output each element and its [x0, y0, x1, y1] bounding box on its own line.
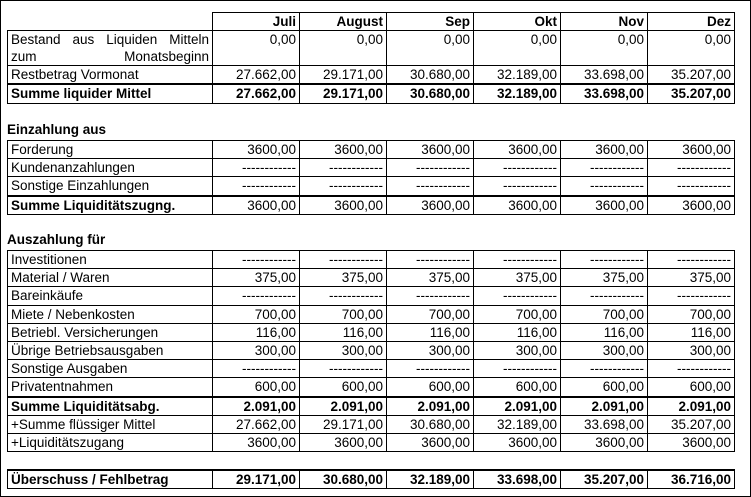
liquidity-table-top — [7, 12, 735, 104]
table-row — [8, 415, 735, 433]
cell-value: 600,00 — [300, 378, 387, 397]
cell-value: 0,00 — [474, 31, 561, 66]
cell-value: 2.091,00 — [561, 397, 648, 416]
cell-value: 375,00 — [387, 269, 474, 287]
row-label: Material / Waren — [8, 269, 213, 287]
section-title-einzahlung: Einzahlung aus — [7, 122, 107, 137]
cell-value: 375,00 — [474, 269, 561, 287]
cell-value: 600,00 — [387, 378, 474, 397]
sum-row — [8, 397, 735, 416]
cell-value: 3600,00 — [561, 433, 648, 451]
cell-value: ------------ — [387, 251, 474, 269]
cell-value: ------------ — [561, 287, 648, 305]
cell-value: 30.680,00 — [300, 470, 387, 489]
cell-value: 3600,00 — [648, 433, 735, 451]
table-row — [8, 159, 735, 177]
cell-value: 116,00 — [213, 323, 300, 341]
month-header: Dez — [648, 13, 735, 31]
cell-value: 116,00 — [561, 323, 648, 341]
row-label: Privatentnahmen — [8, 378, 213, 397]
cell-value: ------------ — [387, 287, 474, 305]
ueberschuss-table — [7, 469, 735, 489]
cell-value: ------------ — [474, 287, 561, 305]
cell-value: 35.207,00 — [648, 415, 735, 433]
row-label: Summe Liquiditätsabg. — [8, 397, 213, 416]
cell-value: 600,00 — [474, 378, 561, 397]
cell-value: ------------ — [213, 251, 300, 269]
cell-value: ------------ — [648, 159, 735, 177]
cell-value: 32.189,00 — [474, 415, 561, 433]
table-row — [8, 287, 735, 305]
month-header: Juli — [213, 13, 300, 31]
cell-value: ------------ — [300, 177, 387, 196]
cell-value: 27.662,00 — [213, 415, 300, 433]
cell-value: ------------ — [561, 159, 648, 177]
cell-value: 0,00 — [300, 31, 387, 66]
cell-value: 2.091,00 — [474, 397, 561, 416]
cell-value: 3600,00 — [474, 433, 561, 451]
result-row — [8, 470, 735, 489]
cell-value: 375,00 — [213, 269, 300, 287]
cell-value: 0,00 — [648, 31, 735, 66]
row-label: +Liquiditätszugang — [8, 433, 213, 451]
cell-value: ------------ — [561, 251, 648, 269]
cell-value: 3600,00 — [648, 141, 735, 159]
cell-value: 300,00 — [648, 341, 735, 359]
cell-value: 3600,00 — [213, 196, 300, 215]
cell-value: 300,00 — [561, 341, 648, 359]
month-header: Nov — [561, 13, 648, 31]
cell-value: ------------ — [648, 251, 735, 269]
month-header: Sep — [387, 13, 474, 31]
cell-value: ------------ — [213, 287, 300, 305]
cell-value: 33.698,00 — [561, 66, 648, 85]
cell-value: ------------ — [213, 159, 300, 177]
table-row — [8, 305, 735, 323]
cell-value: 29.171,00 — [300, 66, 387, 85]
cell-value: 300,00 — [387, 341, 474, 359]
cell-value: 600,00 — [648, 378, 735, 397]
cell-value: ------------ — [474, 159, 561, 177]
cell-value: 700,00 — [648, 305, 735, 323]
table-row — [8, 378, 735, 397]
cell-value: 700,00 — [474, 305, 561, 323]
row-label: Summe liquider Mittel — [8, 84, 213, 103]
cell-value: ------------ — [561, 177, 648, 196]
cell-value: 300,00 — [213, 341, 300, 359]
cell-value: 3600,00 — [300, 433, 387, 451]
cell-value: 32.189,00 — [474, 84, 561, 103]
auszahlung-table — [7, 250, 735, 452]
cell-value: ------------ — [300, 159, 387, 177]
table-row — [8, 323, 735, 341]
cell-value: ------------ — [387, 159, 474, 177]
cell-value: 700,00 — [561, 305, 648, 323]
cell-value: 30.680,00 — [387, 66, 474, 85]
cell-value: 36.716,00 — [648, 470, 735, 489]
table-row — [8, 341, 735, 359]
cell-value: 35.207,00 — [648, 66, 735, 85]
row-label: Restbetrag Vormonat — [8, 66, 213, 85]
cell-value: 33.698,00 — [561, 84, 648, 103]
cell-value: 3600,00 — [648, 196, 735, 215]
cell-value: 3600,00 — [474, 141, 561, 159]
cell-value: 375,00 — [648, 269, 735, 287]
cell-value: ------------ — [474, 360, 561, 378]
table-row — [8, 360, 735, 378]
table-row — [8, 251, 735, 269]
cell-value: 30.680,00 — [387, 415, 474, 433]
cell-value: 116,00 — [387, 323, 474, 341]
cell-value: 35.207,00 — [648, 84, 735, 103]
table-row — [8, 66, 735, 85]
sum-row — [8, 196, 735, 215]
cell-value: 3600,00 — [387, 196, 474, 215]
cell-value: 116,00 — [300, 323, 387, 341]
cell-value: 0,00 — [213, 31, 300, 66]
cell-value: 29.171,00 — [300, 415, 387, 433]
cell-value: 700,00 — [213, 305, 300, 323]
row-label: Summe Liquiditätszugng. — [8, 196, 213, 215]
cell-value: 33.698,00 — [561, 415, 648, 433]
cell-value: 3600,00 — [300, 141, 387, 159]
cell-value: 116,00 — [474, 323, 561, 341]
einzahlung-table — [7, 140, 735, 215]
section-title-auszahlung: Auszahlung für — [7, 232, 106, 247]
row-label: Übrige Betriebsausgaben — [8, 341, 213, 359]
row-label: Miete / Nebenkosten — [8, 305, 213, 323]
cell-value: 300,00 — [474, 341, 561, 359]
table-row — [8, 177, 735, 196]
row-label: Investitionen — [8, 251, 213, 269]
row-label: Bestand aus Liquiden Mitteln zum Monatsbeginn — [8, 31, 213, 66]
cell-value: 27.662,00 — [213, 66, 300, 85]
cell-value: 33.698,00 — [474, 470, 561, 489]
cell-value: ------------ — [648, 360, 735, 378]
cell-value: 2.091,00 — [300, 397, 387, 416]
cell-value: 3600,00 — [300, 196, 387, 215]
cell-value: 30.680,00 — [387, 84, 474, 103]
cell-value: 2.091,00 — [387, 397, 474, 416]
cell-value: 3600,00 — [561, 196, 648, 215]
cell-value: 375,00 — [300, 269, 387, 287]
cell-value: 3600,00 — [561, 141, 648, 159]
cell-value: 300,00 — [300, 341, 387, 359]
cell-value: ------------ — [213, 177, 300, 196]
row-label: Sonstige Ausgaben — [8, 360, 213, 378]
cell-value: ------------ — [387, 360, 474, 378]
cell-value: 3600,00 — [213, 141, 300, 159]
cell-value: 27.662,00 — [213, 84, 300, 103]
row-label: Bareinkäufe — [8, 287, 213, 305]
table-row — [8, 141, 735, 159]
cell-value: ------------ — [561, 360, 648, 378]
row-label: Forderung — [8, 141, 213, 159]
cell-value: 3600,00 — [213, 433, 300, 451]
cell-value: 29.171,00 — [300, 84, 387, 103]
cell-value: 600,00 — [213, 378, 300, 397]
row-label: Überschuss / Fehlbetrag — [8, 470, 213, 489]
month-header: Okt — [474, 13, 561, 31]
cell-value: ------------ — [300, 251, 387, 269]
cell-value: ------------ — [474, 251, 561, 269]
row-label: +Summe flüssiger Mittel — [8, 415, 213, 433]
row-label: Betriebl. Versicherungen — [8, 323, 213, 341]
cell-value: ------------ — [213, 360, 300, 378]
cell-value: ------------ — [387, 177, 474, 196]
cell-value: 32.189,00 — [387, 470, 474, 489]
table-row — [8, 433, 735, 451]
cell-value: 0,00 — [561, 31, 648, 66]
cell-value: 700,00 — [387, 305, 474, 323]
cell-value: 2.091,00 — [648, 397, 735, 416]
cell-value: ------------ — [648, 287, 735, 305]
cell-value: ------------ — [300, 360, 387, 378]
row-label: Kundenanzahlungen — [8, 159, 213, 177]
month-header: August — [300, 13, 387, 31]
sum-row — [8, 84, 735, 103]
cell-value: 3600,00 — [387, 433, 474, 451]
cell-value: ------------ — [474, 177, 561, 196]
cell-value: 375,00 — [561, 269, 648, 287]
cell-value: 32.189,00 — [474, 66, 561, 85]
cell-value: 3600,00 — [474, 196, 561, 215]
cell-value: ------------ — [648, 177, 735, 196]
table-row — [8, 31, 735, 66]
cell-value: 600,00 — [561, 378, 648, 397]
header-row — [8, 13, 735, 31]
cell-value: 29.171,00 — [213, 470, 300, 489]
cell-value: ------------ — [300, 287, 387, 305]
cell-value: 116,00 — [648, 323, 735, 341]
cell-value: 700,00 — [300, 305, 387, 323]
cell-value: 2.091,00 — [213, 397, 300, 416]
row-label: Sonstige Einzahlungen — [8, 177, 213, 196]
table-row — [8, 269, 735, 287]
cell-value: 35.207,00 — [561, 470, 648, 489]
cell-value: 0,00 — [387, 31, 474, 66]
cell-value: 3600,00 — [387, 141, 474, 159]
